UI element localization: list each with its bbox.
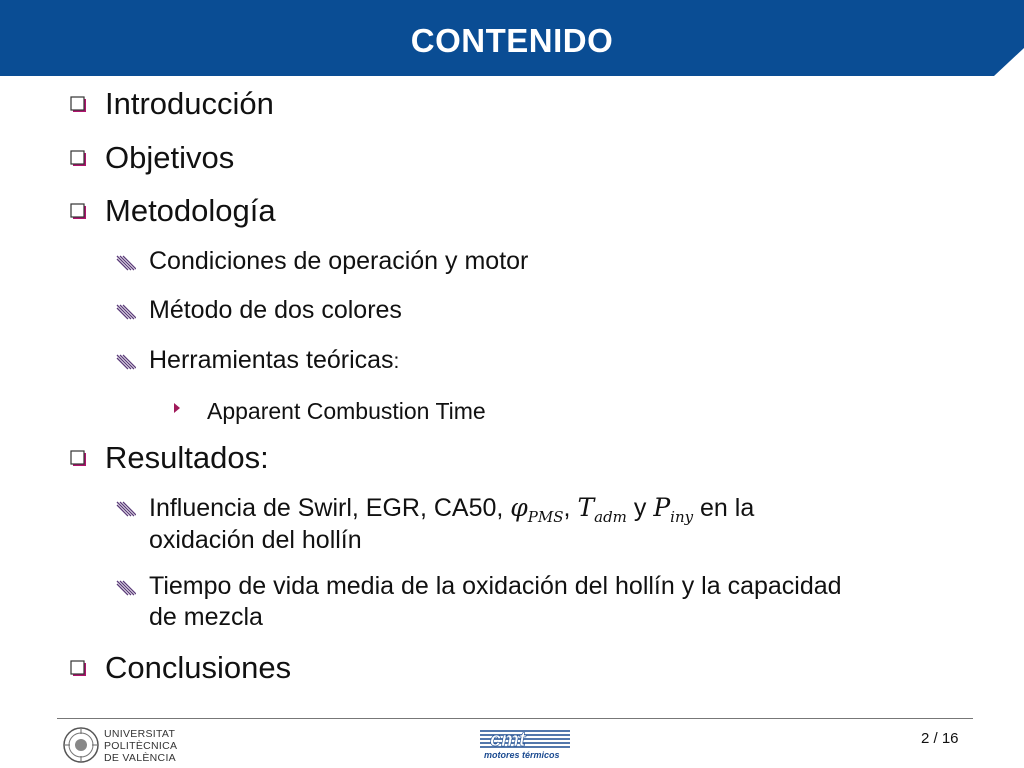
comma: ,: [563, 494, 578, 522]
hatched-arrow-bullet-icon: [116, 501, 136, 517]
item-text: Conclusiones: [105, 650, 292, 685]
header-bar: [0, 0, 1024, 76]
item-text: Introducción: [105, 86, 274, 121]
checkbox-bullet-icon: [70, 96, 88, 114]
item-text: Método de dos colores: [149, 296, 402, 324]
university-line1: UNIVERSITAT: [104, 728, 176, 740]
item-text: Objetivos: [105, 140, 235, 175]
slide-title: CONTENIDO: [410, 22, 614, 59]
item-text: Condiciones de operación y motor: [149, 247, 529, 275]
hatched-arrow-bullet-icon: [116, 255, 136, 271]
svg-text:cmt: cmt: [490, 729, 526, 750]
page-number: 2 / 16: [921, 730, 959, 747]
hatched-arrow-bullet-icon: [116, 580, 136, 596]
item-text: Tiempo de vida media de la oxidación del hollín y la capacidad: [149, 572, 842, 600]
hatched-arrow-bullet-icon: [116, 304, 136, 320]
cmt-logo-icon: [480, 728, 570, 750]
math-p: $P_{iny}$: [653, 493, 694, 526]
item-text: Apparent Combustion Time: [207, 398, 486, 424]
item-text: [149, 493, 754, 526]
math-phi: $\varphi_{PMS}$: [510, 493, 564, 526]
influencia-prefix: Influencia de Swirl, EGR, CA50,: [149, 494, 511, 522]
item-text: [149, 346, 399, 375]
item-label: Herramientas teóricas: [149, 346, 394, 374]
university-line2: POLITÈCNICA: [104, 740, 178, 752]
conjunction: y: [626, 494, 654, 522]
influencia-suffix: en la: [693, 494, 755, 522]
upv-seal-icon: [62, 726, 100, 764]
university-name: [104, 728, 177, 764]
cmt-subtitle: motores térmicos: [484, 750, 560, 760]
university-line3: DE VALÈNCIA: [104, 752, 176, 764]
footer-divider: [57, 718, 973, 719]
checkbox-bullet-icon: [70, 203, 88, 221]
hatched-arrow-bullet-icon: [116, 354, 136, 370]
checkbox-bullet-icon: [70, 450, 88, 468]
math-t: $T_{adm}$: [577, 493, 627, 526]
item-text: de mezcla: [149, 603, 263, 631]
item-text: oxidación del hollín: [149, 526, 362, 554]
checkbox-bullet-icon: [70, 660, 88, 678]
item-colon: :: [393, 350, 400, 373]
checkbox-bullet-icon: [70, 150, 88, 168]
item-text: Resultados:: [105, 440, 269, 475]
triangle-bullet-icon: [172, 402, 182, 416]
item-text: Metodología: [105, 193, 276, 228]
